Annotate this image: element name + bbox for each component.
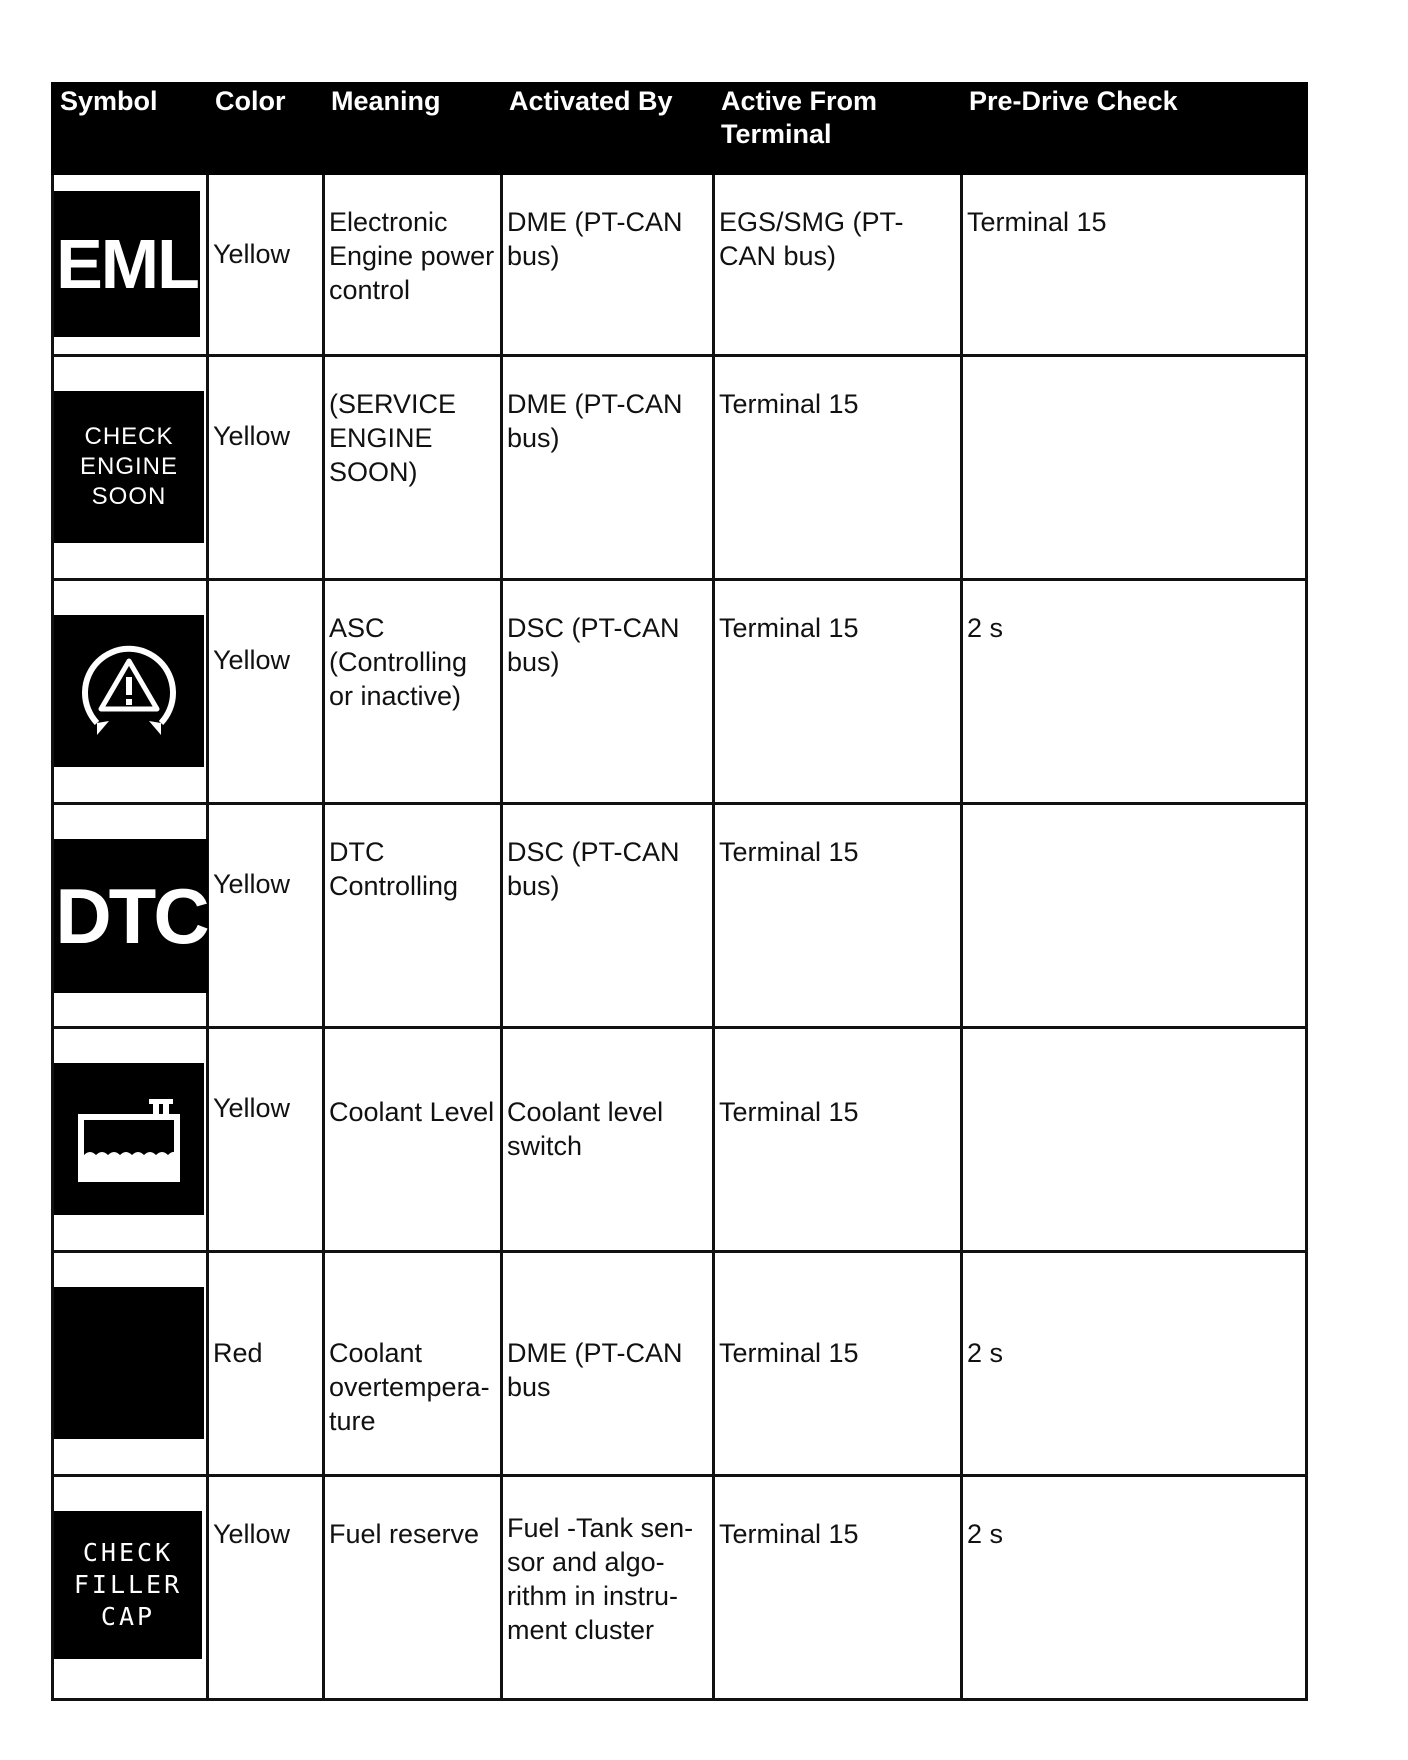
check-filler-cap-line-2: FILLER xyxy=(73,1570,183,1599)
pre-drive-check-cell xyxy=(962,356,1307,580)
symbol-cell xyxy=(53,580,208,804)
header-activated-by: Activated By xyxy=(502,84,714,174)
meaning-cell: Coolant overtempera- ture xyxy=(324,1252,502,1476)
activated-by-cell: Fuel -Tank sen- sor and algo- rithm in instru- ment cluster xyxy=(502,1476,714,1700)
coolant-level-icon xyxy=(54,1063,204,1215)
symbol-cell xyxy=(53,356,208,580)
activated-by-cell: Coolant level switch xyxy=(502,1028,714,1252)
activated-by-cell: DSC (PT-CAN bus) xyxy=(502,804,714,1028)
asc-warning-icon xyxy=(54,615,204,767)
pre-drive-check-cell: 2 s xyxy=(962,1252,1307,1476)
meaning-cell: Coolant Level xyxy=(324,1028,502,1252)
symbol-cell xyxy=(53,1028,208,1252)
active-from-cell: Terminal 15 xyxy=(714,580,962,804)
coolant-overtemperature-icon xyxy=(54,1287,204,1439)
color-cell: Yellow xyxy=(208,356,324,580)
pre-drive-check-cell xyxy=(962,1028,1307,1252)
table-row xyxy=(53,580,1307,804)
table-row xyxy=(53,356,1307,580)
pre-drive-check-cell: 2 s xyxy=(962,1476,1307,1700)
meaning-cell: ASC (Controlling or inactive) xyxy=(324,580,502,804)
active-from-cell: Terminal 15 xyxy=(714,356,962,580)
check-engine-soon-icon xyxy=(54,391,204,543)
check-engine-soon-line-3: SOON xyxy=(91,483,167,510)
meaning-cell: DTC Controlling xyxy=(324,804,502,1028)
table-row xyxy=(53,1476,1307,1700)
activated-by-cell: DME (PT-CAN bus) xyxy=(502,356,714,580)
warning-lamp-table xyxy=(51,82,1308,1701)
header-color: Color xyxy=(208,84,324,174)
eml-icon xyxy=(54,191,200,337)
table-row xyxy=(53,1252,1307,1476)
active-from-cell: Terminal 15 xyxy=(714,804,962,1028)
check-filler-cap-line-3: CAP xyxy=(100,1602,156,1631)
eml-icon-text: EML xyxy=(56,225,198,303)
pre-drive-check-cell xyxy=(962,804,1307,1028)
symbol-cell xyxy=(53,1252,208,1476)
check-engine-soon-line-1: CHECK xyxy=(84,423,174,450)
pre-drive-check-cell: 2 s xyxy=(962,580,1307,804)
coolant-level-icon-graphic xyxy=(69,1089,189,1189)
check-filler-cap-icon xyxy=(54,1511,202,1659)
symbol-cell xyxy=(53,804,208,1028)
color-cell: Yellow xyxy=(208,1476,324,1700)
warning-lamp-table-page xyxy=(51,82,1305,1701)
activated-by-cell: DSC (PT-CAN bus) xyxy=(502,580,714,804)
dtc-icon-text: DTC xyxy=(55,872,207,960)
symbol-cell xyxy=(53,174,208,356)
meaning-cell: Electronic Engine power control xyxy=(324,174,502,356)
activated-by-cell: DME (PT-CAN bus xyxy=(502,1252,714,1476)
header-symbol: Symbol xyxy=(53,84,208,174)
asc-warning-icon-graphic xyxy=(69,631,189,751)
table-row xyxy=(53,174,1307,356)
table-row xyxy=(53,1028,1307,1252)
check-engine-soon-line-2: ENGINE xyxy=(79,453,178,480)
meaning-cell: (SERVICE ENGINE SOON) xyxy=(324,356,502,580)
active-from-cell: Terminal 15 xyxy=(714,1252,962,1476)
color-cell: Yellow xyxy=(208,174,324,356)
active-from-cell: Terminal 15 xyxy=(714,1476,962,1700)
activated-by-cell: DME (PT-CAN bus) xyxy=(502,174,714,356)
header-meaning: Meaning xyxy=(324,84,502,174)
meaning-cell: Fuel reserve xyxy=(324,1476,502,1700)
pre-drive-check-cell: Terminal 15 xyxy=(962,174,1307,356)
active-from-cell: EGS/SMG (PT-CAN bus) xyxy=(714,174,962,356)
color-cell: Yellow xyxy=(208,580,324,804)
symbol-cell xyxy=(53,1476,208,1700)
header-active-from: Active From Terminal xyxy=(714,84,962,174)
table-header-row xyxy=(53,84,1307,174)
active-from-cell: Terminal 15 xyxy=(714,1028,962,1252)
dtc-icon xyxy=(54,839,208,993)
table-row xyxy=(53,804,1307,1028)
color-cell: Yellow xyxy=(208,804,324,1028)
header-pre-drive-check: Pre-Drive Check xyxy=(962,84,1307,174)
color-cell: Red xyxy=(208,1252,324,1476)
check-filler-cap-line-1: CHECK xyxy=(82,1538,174,1567)
color-cell: Yellow xyxy=(208,1028,324,1252)
